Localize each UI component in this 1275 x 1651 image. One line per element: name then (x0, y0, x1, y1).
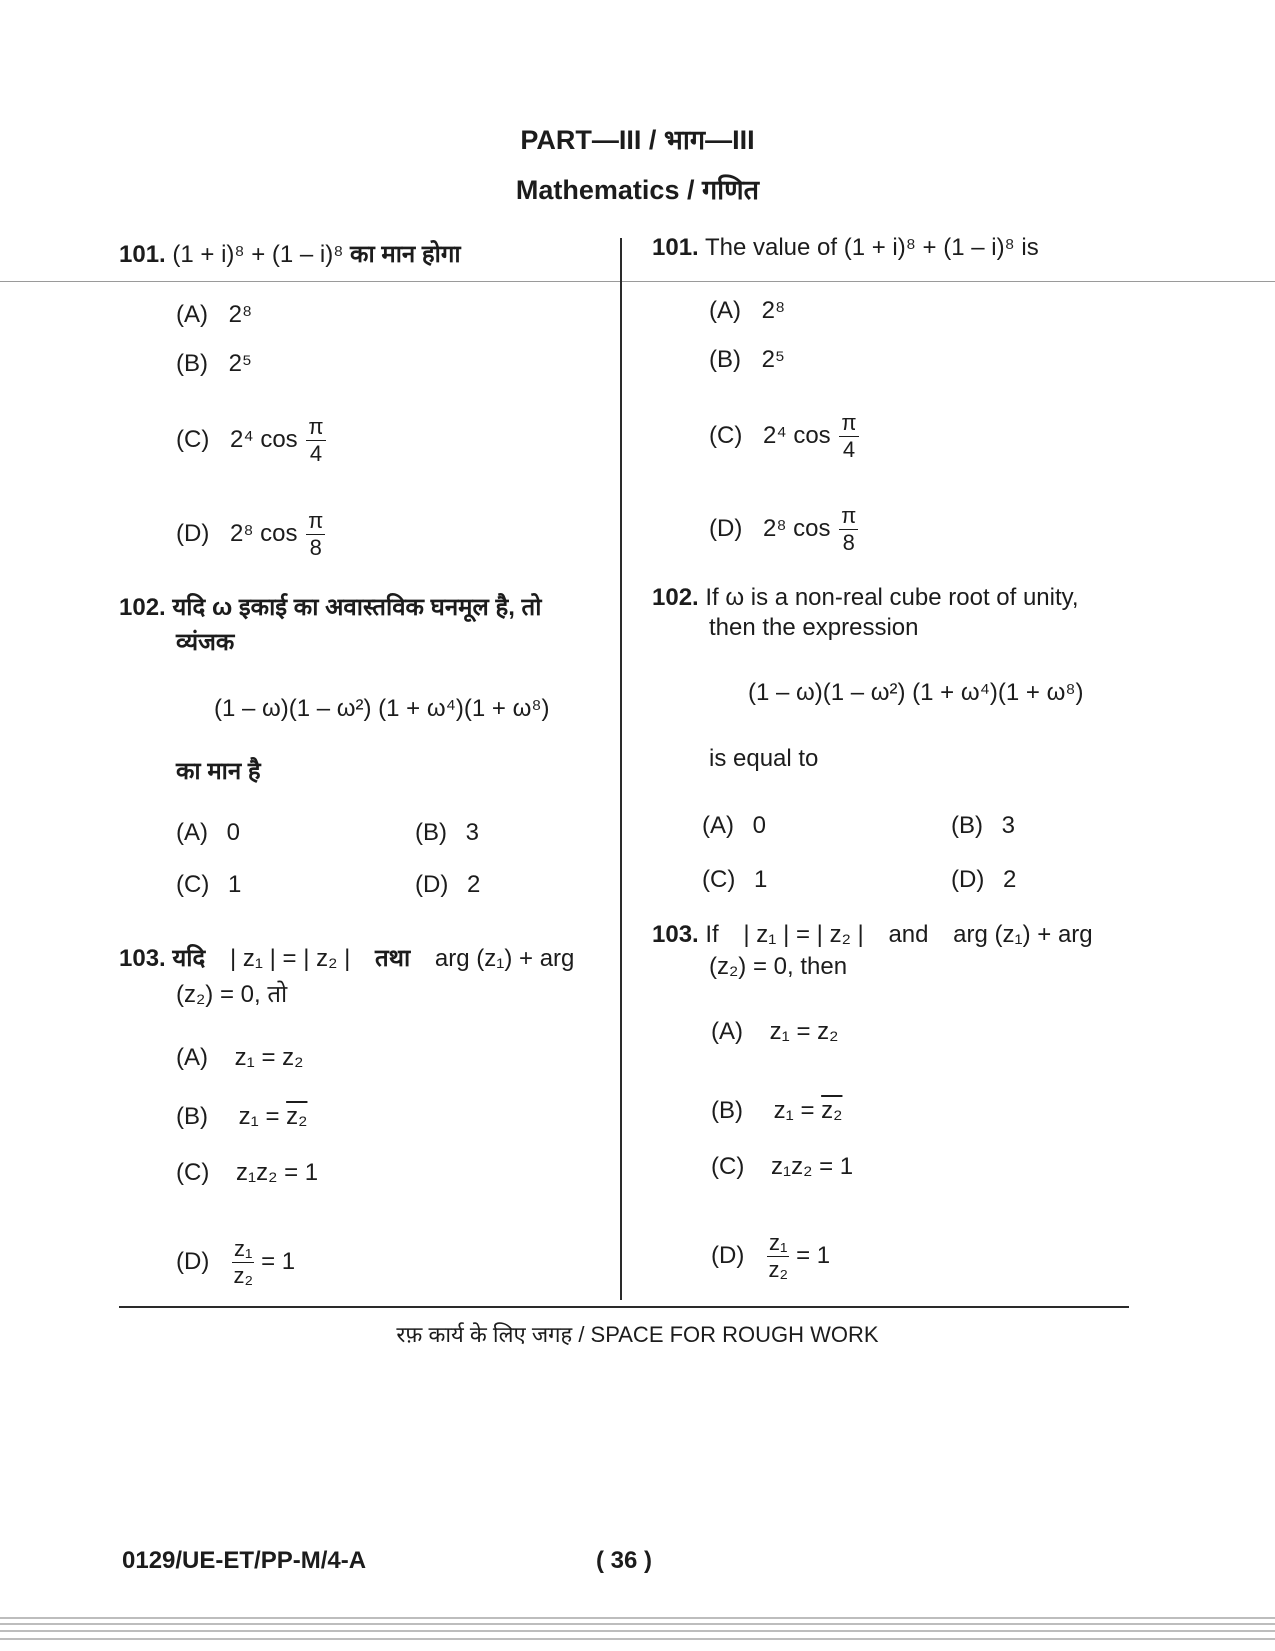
option-label: (B) (176, 350, 208, 377)
fraction (232, 1236, 254, 1289)
fraction (767, 1230, 789, 1283)
option-label: (B) (711, 1097, 743, 1124)
hi-q103-line1 (119, 944, 574, 974)
option-label: (B) (709, 346, 741, 373)
option-label: (D) (709, 514, 743, 542)
hi-q103-line2: (z₂) = 0, तो (176, 981, 288, 1008)
en-q101 (652, 233, 1039, 263)
fraction (839, 503, 858, 556)
paper-code: 0129/UE-ET/PP-M/4-A (122, 1547, 367, 1574)
option-label: (A) (176, 819, 208, 846)
en-q103-and: and (888, 921, 929, 948)
rough-work-label: रफ़ कार्य के लिए जगह / SPACE FOR ROUGH WORK (396, 1322, 879, 1347)
option-label: (A) (711, 1018, 743, 1045)
option-value: z₁ = z₂ (234, 1044, 304, 1071)
option-value-left: z₁ = (238, 1103, 280, 1130)
option-coef: 2⁸ cos (230, 519, 298, 547)
hi-q101-option-c (176, 414, 326, 467)
fraction-rhs: = 1 (261, 1247, 296, 1275)
option-value: z₁z₂ = 1 (771, 1153, 854, 1180)
hi-q103-option-c (176, 1158, 318, 1188)
fraction (839, 410, 858, 463)
hi-q102-option-b (415, 818, 479, 848)
option-value: z₁z₂ = 1 (236, 1159, 319, 1186)
hi-q103-option-a (176, 1043, 303, 1073)
hi-q101-option-a (176, 300, 252, 330)
en-q103-option-b (711, 1096, 842, 1126)
option-label: (A) (176, 1044, 208, 1071)
fraction-denominator: 4 (842, 437, 856, 462)
en-q102-option-d (951, 865, 1016, 895)
en-q101-option-d (709, 503, 858, 556)
option-value: 1 (228, 871, 242, 898)
en-q103-line2: (z₂) = 0, then (709, 953, 848, 980)
hi-q103-arg: arg (z₁) + arg (434, 945, 575, 972)
option-label: (D) (711, 1241, 745, 1269)
en-q103-option-c (711, 1152, 853, 1182)
fraction (306, 508, 325, 561)
fraction-numerator: z₁ (234, 1236, 253, 1261)
page-number: ( 36 ) (596, 1547, 653, 1574)
hi-q103-option-d (176, 1236, 295, 1289)
hi-q102-option-a (176, 818, 240, 848)
en-q102-line2: then the expression (709, 614, 919, 641)
fraction (306, 414, 325, 467)
fraction-denominator: 4 (309, 441, 323, 466)
en-q102-option-c (702, 865, 767, 895)
en-q101-option-c (709, 410, 859, 463)
option-value: 2 (1003, 866, 1017, 893)
en-q103-arg: arg (z₁) + arg (953, 921, 1093, 948)
hi-q103-tatha: तथा (375, 945, 411, 972)
option-value-conjugate: z₂ (286, 1103, 308, 1130)
option-value: 2 (467, 871, 481, 898)
option-value-left: z₁ = (773, 1097, 815, 1124)
en-q101-option-b (709, 345, 785, 375)
en-q102-line1 (652, 583, 1079, 613)
option-value: 2⁸ (228, 301, 253, 328)
hi-q102-option-c (176, 870, 241, 900)
option-label: (A) (176, 301, 208, 328)
en-q103-condition: | z₁ | = | z₂ | (743, 921, 864, 948)
option-coef: 2⁴ cos (763, 421, 831, 449)
en-q103-if: If (705, 921, 719, 948)
fraction-numerator: π (308, 414, 324, 439)
subject-heading: Mathematics / गणित (515, 175, 760, 205)
fraction-denominator: 8 (309, 535, 322, 560)
option-label: (D) (176, 519, 210, 547)
hi-q103-yadi: यदि (172, 945, 206, 972)
en-q101-text: The value of (704, 234, 838, 261)
hi-q101 (119, 240, 461, 270)
fraction-denominator: z₂ (768, 1257, 788, 1282)
option-label: (A) (709, 297, 741, 324)
en-q101-option-a (709, 296, 785, 326)
en-q102-tail: is equal to (709, 745, 819, 772)
option-label: (C) (709, 421, 743, 449)
hi-q103-condition: | z₁ | = | z₂ | (229, 945, 351, 972)
en-q103-option-d (711, 1230, 830, 1283)
column-divider (620, 238, 622, 1300)
hi-q101-option-d (176, 508, 325, 561)
option-value-conjugate: z₂ (821, 1097, 843, 1124)
option-label: (C) (711, 1153, 745, 1180)
option-label: (A) (702, 812, 734, 839)
option-label: (D) (176, 1247, 210, 1275)
hi-q101-option-b (176, 349, 252, 379)
hi-q102-line2: व्यंजक (176, 629, 235, 656)
fraction-denominator: z₂ (233, 1263, 253, 1288)
option-label: (C) (176, 1159, 210, 1186)
fraction-numerator: π (308, 508, 324, 533)
en-q101-number: 101. (652, 234, 699, 261)
hi-q103-option-b (176, 1102, 307, 1132)
fraction-numerator: π (841, 410, 857, 435)
option-coef: 2⁸ cos (763, 514, 831, 542)
option-label: (C) (176, 425, 210, 453)
fraction-numerator: π (841, 503, 857, 528)
en-q102-text: If ω is a non-real cube root of unity, (705, 584, 1079, 611)
option-value: z₁ = z₂ (769, 1018, 839, 1045)
en-q101-tail: is (1021, 234, 1039, 261)
option-label: (D) (415, 871, 449, 898)
option-value: 2⁵ (761, 346, 785, 373)
option-value: 0 (752, 812, 767, 839)
en-q103-option-a (711, 1017, 838, 1047)
hi-q103-number: 103. (119, 945, 166, 972)
hi-q102-tail: का मान है (176, 758, 261, 785)
fraction-rhs: = 1 (796, 1241, 831, 1269)
option-label: (B) (951, 812, 983, 839)
en-q102-expression: (1 – ω)(1 – ω²) (1 + ω⁴)(1 + ω⁸) (748, 679, 1084, 706)
hi-q102-line1 (119, 593, 541, 623)
hi-q102-option-d (415, 870, 480, 900)
option-value: 3 (1001, 812, 1016, 839)
en-q103-number: 103. (652, 921, 699, 948)
hi-q102-expression: (1 – ω)(1 – ω²) (1 + ω⁴)(1 + ω⁸) (214, 695, 550, 722)
hi-q102-text: यदि ω इकाई का अवास्तविक घनमूल है, तो (172, 594, 542, 621)
en-q101-expression: (1 + i)⁸ + (1 – i)⁸ (843, 234, 1015, 261)
option-label: (D) (951, 866, 985, 893)
part-heading: PART—III / भाग—III (520, 125, 755, 155)
fraction-denominator: 8 (842, 530, 855, 555)
en-q102-option-a (702, 811, 766, 841)
option-value: 3 (465, 819, 480, 846)
option-label: (B) (176, 1103, 208, 1130)
header-divider (0, 281, 1275, 282)
option-value: 2⁸ (761, 297, 786, 324)
fraction-numerator: z₁ (769, 1230, 788, 1255)
rough-work-divider (119, 1306, 1129, 1308)
hi-q101-tail: का मान होगा (350, 241, 461, 268)
hi-q101-expression: (1 + i)⁸ + (1 – i)⁸ (172, 241, 344, 268)
en-q102-number: 102. (652, 584, 699, 611)
option-value: 1 (754, 866, 768, 893)
en-q103-line1 (652, 920, 1093, 950)
option-value: 2⁵ (228, 350, 252, 377)
hi-q102-number: 102. (119, 594, 166, 621)
option-label: (C) (702, 866, 736, 893)
option-value: 0 (226, 819, 241, 846)
hi-q101-number: 101. (119, 241, 166, 268)
en-q102-option-b (951, 811, 1015, 841)
option-label: (B) (415, 819, 447, 846)
option-coef: 2⁴ cos (230, 425, 298, 453)
option-label: (C) (176, 871, 210, 898)
